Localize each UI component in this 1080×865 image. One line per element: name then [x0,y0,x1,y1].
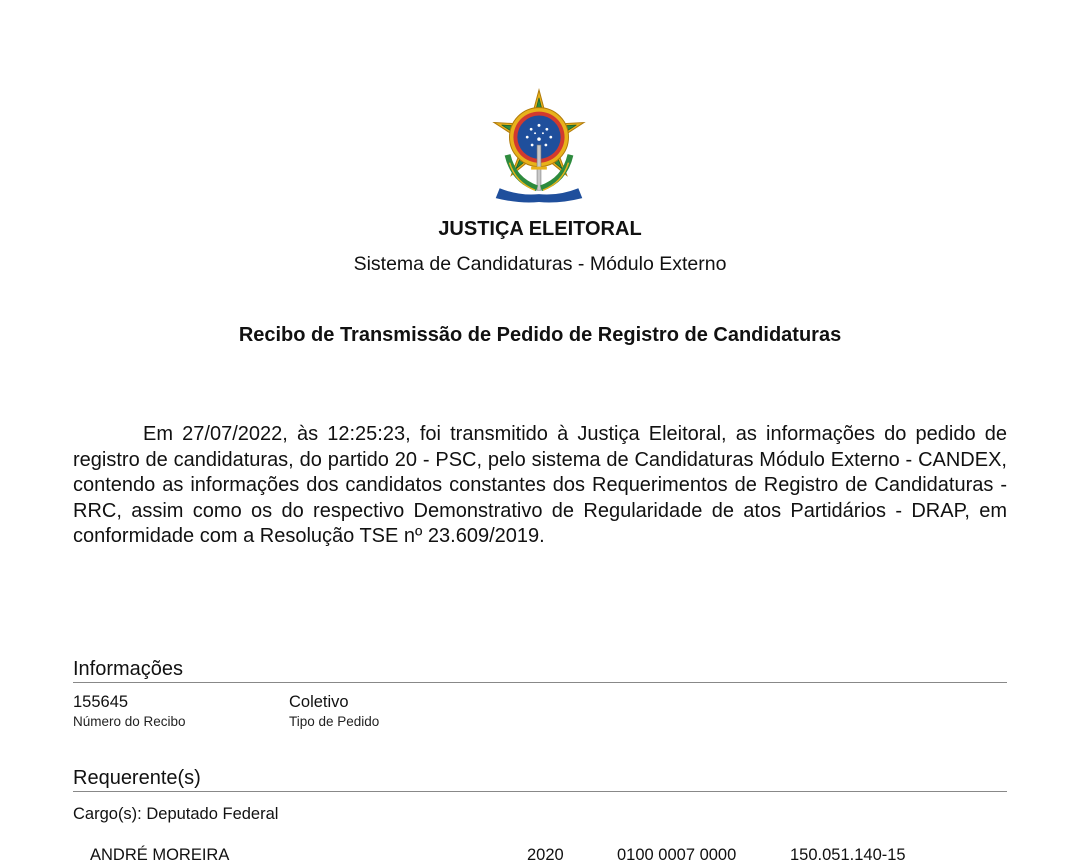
receipt-number-label: Número do Recibo [73,714,186,729]
candidate-name: ANDRÉ MOREIRA [90,846,230,864]
candidate-cpf: 150.051.140-15 [790,846,906,864]
request-type-value: Coletivo [289,693,349,711]
coat-of-arms-icon [480,86,598,204]
receipt-number-value: 155645 [73,693,129,711]
section-title-requerentes: Requerente(s) [73,767,1007,792]
org-title: JUSTIÇA ELEITORAL [438,218,642,240]
body-paragraph: Em 27/07/2022, às 12:25:23, foi transmitido à Justiça Eleitoral, as informações do pedido de registro de candidaturas, do partido 20 - PSC, pelo sistema de Candidaturas Módulo Externo - CANDEX, contendo as informações dos candidatos constantes dos Requerimentos de Registro de Candidaturas - RRC, assim como os do respectivo Demonstrativo de Regularidade de atos Partidários - DRAP, em conformidade com a Resolução TSE nº 23.609/2019. [73,423,1007,547]
candidate-number: 2020 [527,846,564,864]
candidate-id: 0100 0007 0000 [617,846,737,864]
section-title-informacoes: Informações [73,658,1007,683]
document-title: Recibo de Transmissão de Pedido de Registro de Candidaturas [238,324,842,346]
request-type-label: Tipo de Pedido [289,714,380,729]
org-subtitle: Sistema de Candidaturas - Módulo Externo [353,253,727,275]
cargo-line: Cargo(s): Deputado Federal [73,805,279,823]
